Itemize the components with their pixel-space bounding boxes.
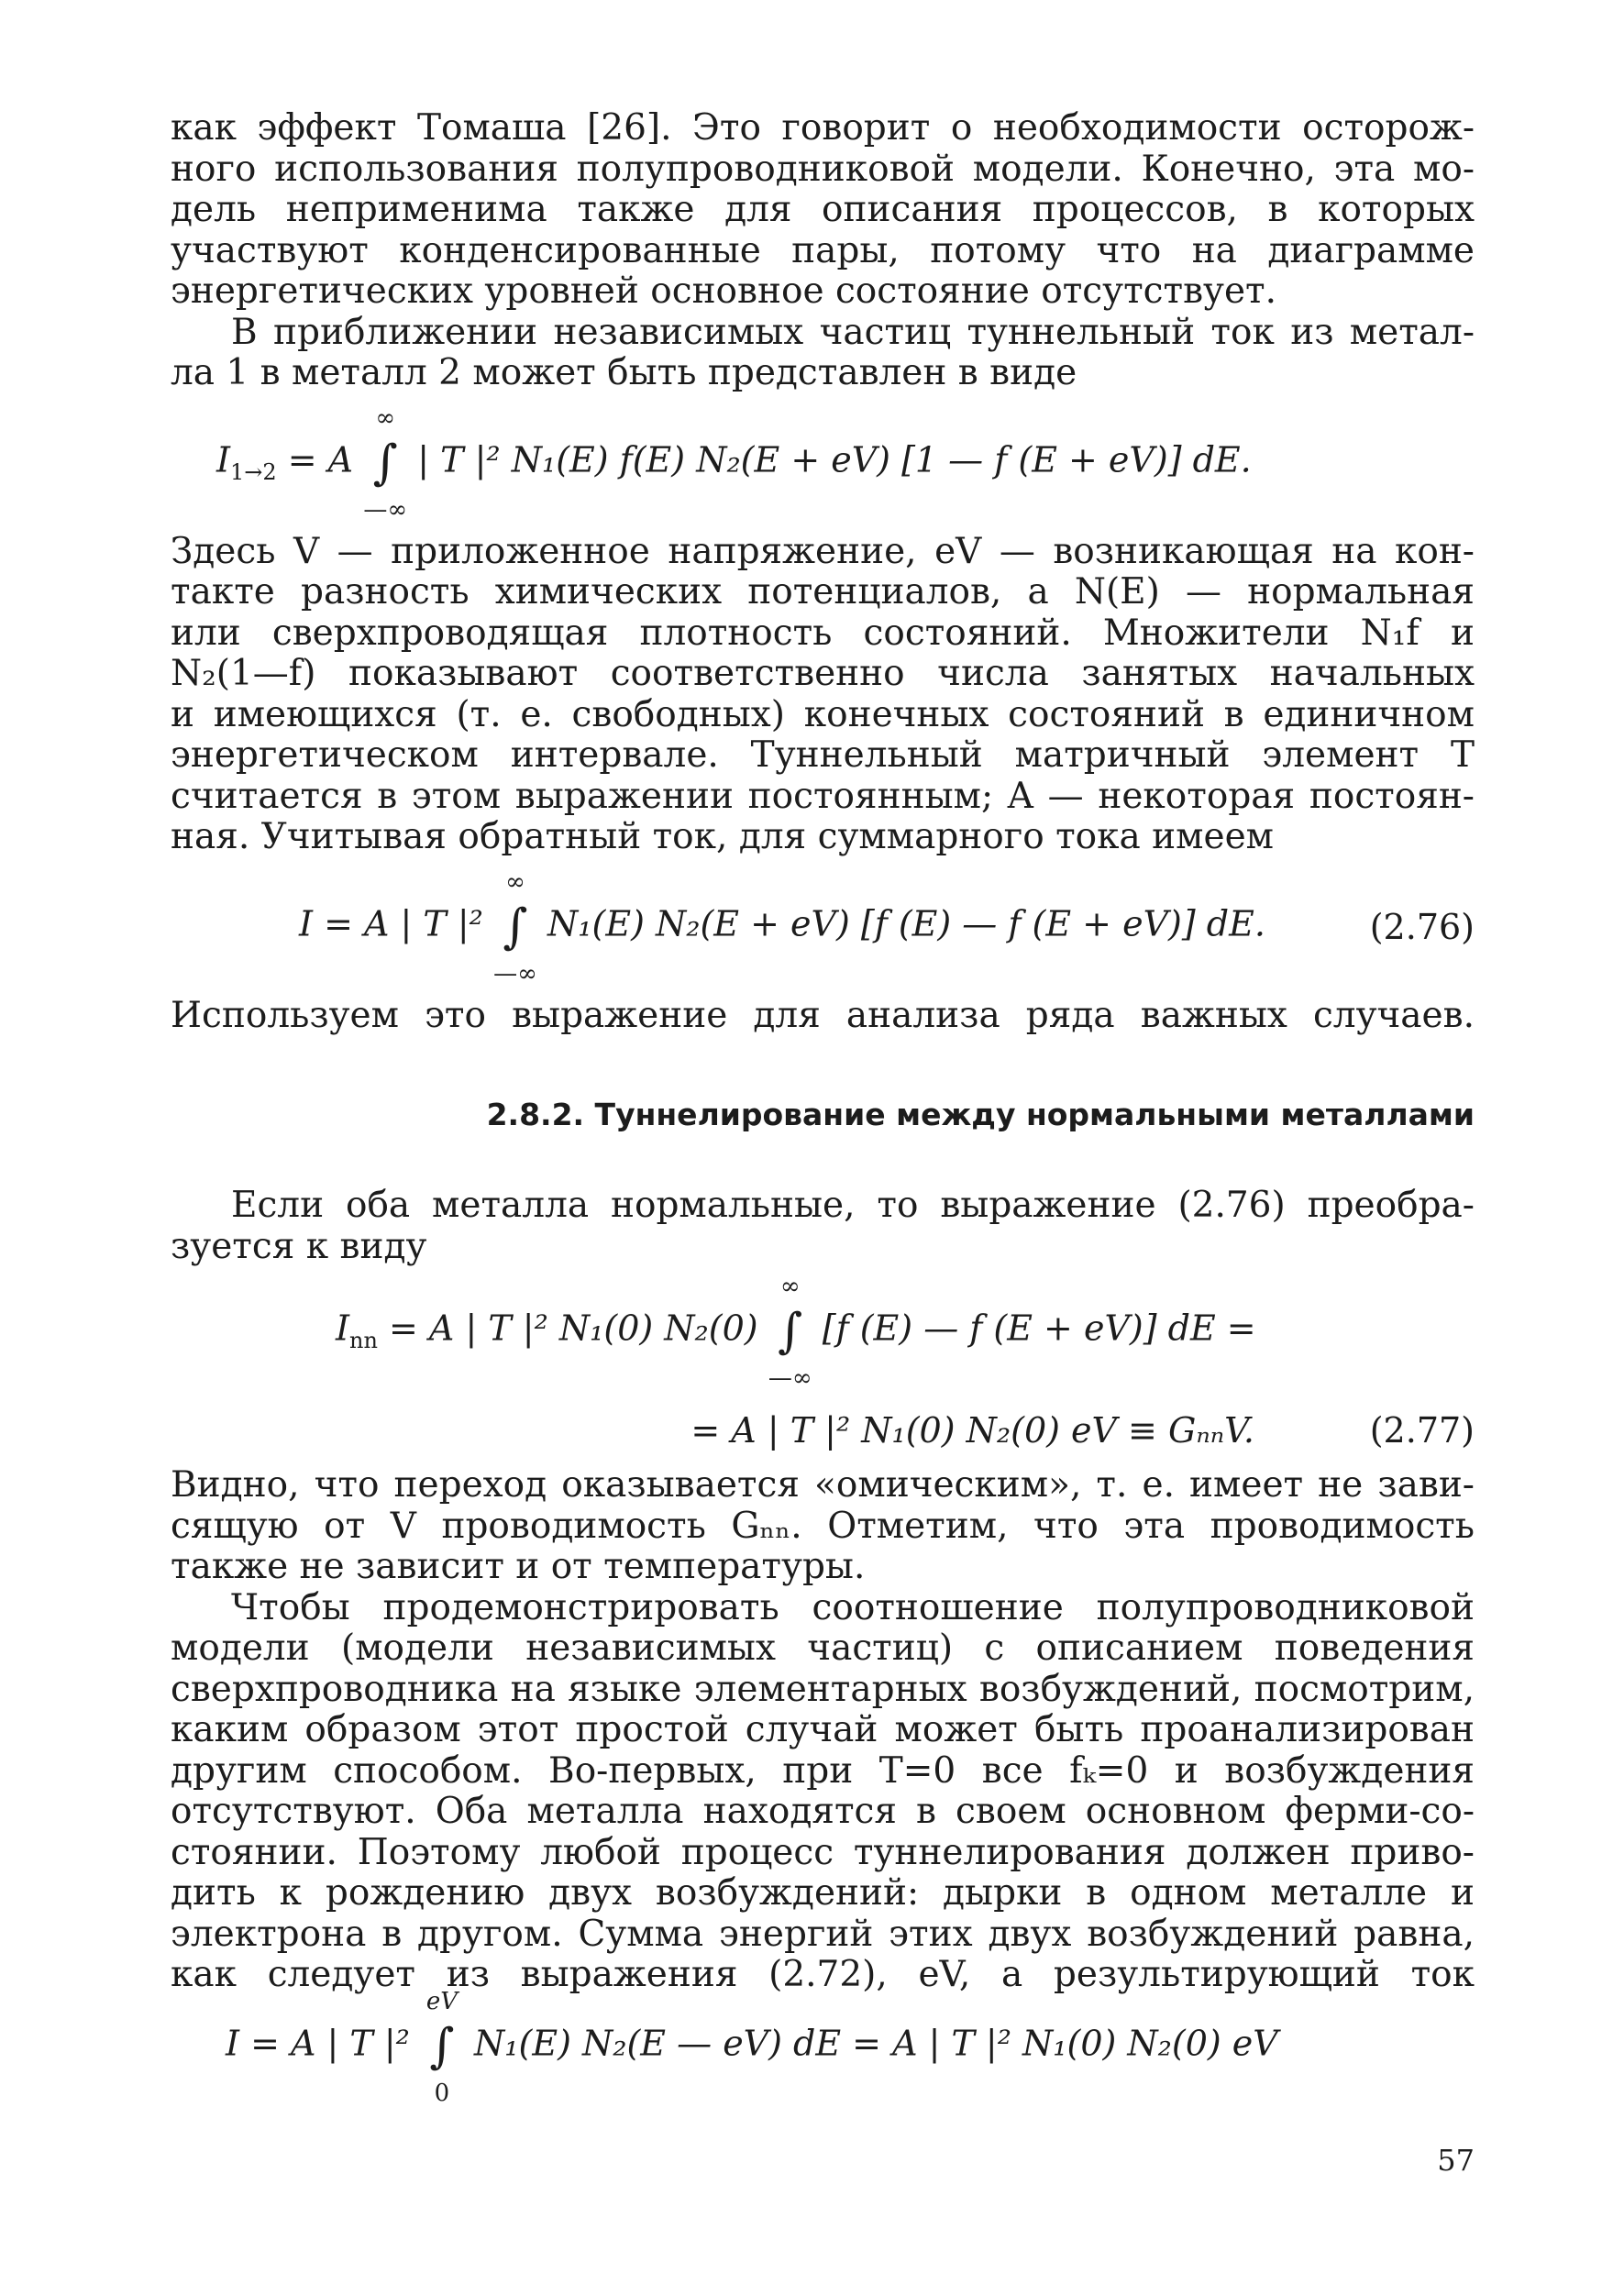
text-line: или сверхпроводящая плотность состояний. Множители N₁f и (171, 612, 1475, 654)
text-line: зуется к виду (171, 1225, 427, 1267)
text-line: дель неприменима также для описания процессов, в которых (171, 189, 1475, 230)
text-line: сверхпроводника на языке элементарных возбуждений, посмотрим, (171, 1668, 1475, 1710)
equation-final-current (171, 1987, 1475, 2107)
text-line: ная. Учитывая обратный ток, для суммарного тока имеем (171, 816, 1274, 857)
eq-prefix: I = A | T |² (226, 2023, 421, 2063)
integral-sign: ∫ ∞ —∞ (768, 1273, 812, 1392)
text-line: Используем это выражение для анализа ряда важных случаев. (171, 994, 1475, 1036)
eq-lhs: I (216, 439, 231, 480)
text-line: как следует из выражения (2.72), eV, а результирующий ток (171, 1954, 1475, 1995)
paragraph-6 (171, 1465, 1475, 1588)
eq-integrand: N₁(E) N₂(E + eV) [f (E) — f (E + eV)] dE. (536, 903, 1265, 943)
paragraph-5 (171, 1186, 1475, 1267)
text-line: стоянии. Поэтому любой процесс туннелирования должен приво- (171, 1831, 1475, 1873)
eq-lhs-subscript: nn (349, 1328, 378, 1354)
paragraph-1 (171, 108, 1475, 313)
integral-sign: ∫ ∞ —∞ (493, 867, 537, 988)
text-line: энергетическом интервале. Туннельный матричный элемент T (171, 734, 1475, 776)
text-line: электрона в другом. Сумма энергий этих двух возбуждений равна, (171, 1913, 1475, 1955)
eq-integrand: | T |² N₁(E) f(E) N₂(E + eV) [1 — f (E + eV)] dE. (406, 439, 1252, 480)
integral-lower-limit: 0 (434, 2079, 450, 2107)
integral-lower-limit: —∞ (768, 1364, 812, 1392)
eq-prefix: = A (276, 439, 365, 480)
eq-prefix: I = A | T |² (299, 903, 494, 943)
eq-lhs-subscript: 1→2 (230, 458, 277, 485)
text-line: как эффект Томаша [26]. Это говорит о необходимости осторож- (171, 107, 1475, 149)
text-line: ла 1 в металл 2 может быть представлен в виде (171, 352, 1077, 393)
integral-upper-limit: ∞ (505, 867, 525, 896)
integral-lower-limit: —∞ (363, 495, 408, 524)
equation-2-76 (171, 858, 1475, 996)
paragraph-2 (171, 313, 1475, 394)
text-line: сящую от V проводимость Gₙₙ. Отметим, что эта проводимость (171, 1505, 1475, 1547)
text-line: В приближении независимых частиц туннельный ток из метал- (231, 311, 1475, 353)
integral-sign: ∫ ∞ —∞ (363, 403, 408, 524)
page-content (171, 107, 1475, 2107)
text-line: энергетических уровней основное состояние отсутствует. (171, 270, 1277, 312)
eq-lhs: I (336, 1308, 350, 1349)
eq-prefix: = A | T |² N₁(0) N₂(0) (377, 1308, 769, 1349)
page-number: 57 (1437, 2143, 1475, 2178)
equation-2-77-first-line (171, 1267, 1475, 1396)
text-line: каким образом этот простой случай может быть проанализирован (171, 1709, 1475, 1750)
equation-number: (2.76) (1369, 906, 1475, 947)
text-line: считается в этом выражении постоянным; A — некоторая постоян- (171, 775, 1475, 817)
text-line: другим способом. Во-первых, при T=0 все fₖ=0 и возбуждения (171, 1749, 1475, 1792)
integral-sign: ∫ eV 0 (425, 1987, 458, 2107)
text-line: Если оба металла нормальные, то выражение (2.76) преобра- (231, 1185, 1475, 1226)
eq-integrand: [f (E) — f (E + eV)] dE = (811, 1308, 1256, 1349)
paragraph-3 (171, 532, 1475, 858)
integral-upper-limit: ∞ (375, 403, 396, 432)
equation-2-77-second-line (171, 1396, 1475, 1465)
text-line: N₂(1—f) показывают соответственно числа занятых начальных (171, 653, 1475, 694)
text-line: Видно, что переход оказывается «омическим», т. е. имеет не зави- (171, 1464, 1475, 1506)
equation-current-1-to-2 (171, 394, 1475, 532)
section-heading: 2.8.2. Туннелирование между нормальными металлами (486, 1097, 1475, 1132)
text-line: модели (модели независимых частиц) с описанием поведения (171, 1628, 1475, 1669)
text-line: отсутствуют. Оба металла находятся в своем основном ферми-со- (171, 1791, 1475, 1832)
text-line: Здесь V — приложенное напряжение, eV — возникающая на кон- (171, 530, 1475, 572)
text-line: дить к рождению двух возбуждений: дырки в одном металле и (171, 1872, 1475, 1914)
text-line: участвуют конденсированные пары, потому что на диаграмме (171, 229, 1475, 271)
paragraph-7 (171, 1588, 1475, 1996)
eq-text: = A | T |² N₁(0) N₂(0) eV ≡ GₙₙV. (690, 1410, 1254, 1451)
text-line: такте разность химических потенциалов, а N(E) — нормальная (171, 571, 1475, 612)
equation-number: (2.77) (1369, 1410, 1475, 1451)
text-line: и имеющихся (т. е. свободных) конечных состояний в единичном (171, 693, 1475, 735)
integral-upper-limit: eV (425, 1987, 458, 2015)
text-line: ного использования полупроводниковой модели. Конечно, эта мо- (171, 148, 1475, 190)
text-line: Чтобы продемонстрировать соотношение полупроводниковой (231, 1586, 1475, 1628)
integral-lower-limit: —∞ (493, 959, 537, 988)
integral-upper-limit: ∞ (779, 1273, 801, 1300)
text-line: также не зависит и от температуры. (171, 1546, 866, 1587)
paragraph-4 (171, 996, 1475, 1037)
eq-integrand: N₁(E) N₂(E — eV) dE = A | T |² N₁(0) N₂(0) eV (462, 2023, 1278, 2063)
